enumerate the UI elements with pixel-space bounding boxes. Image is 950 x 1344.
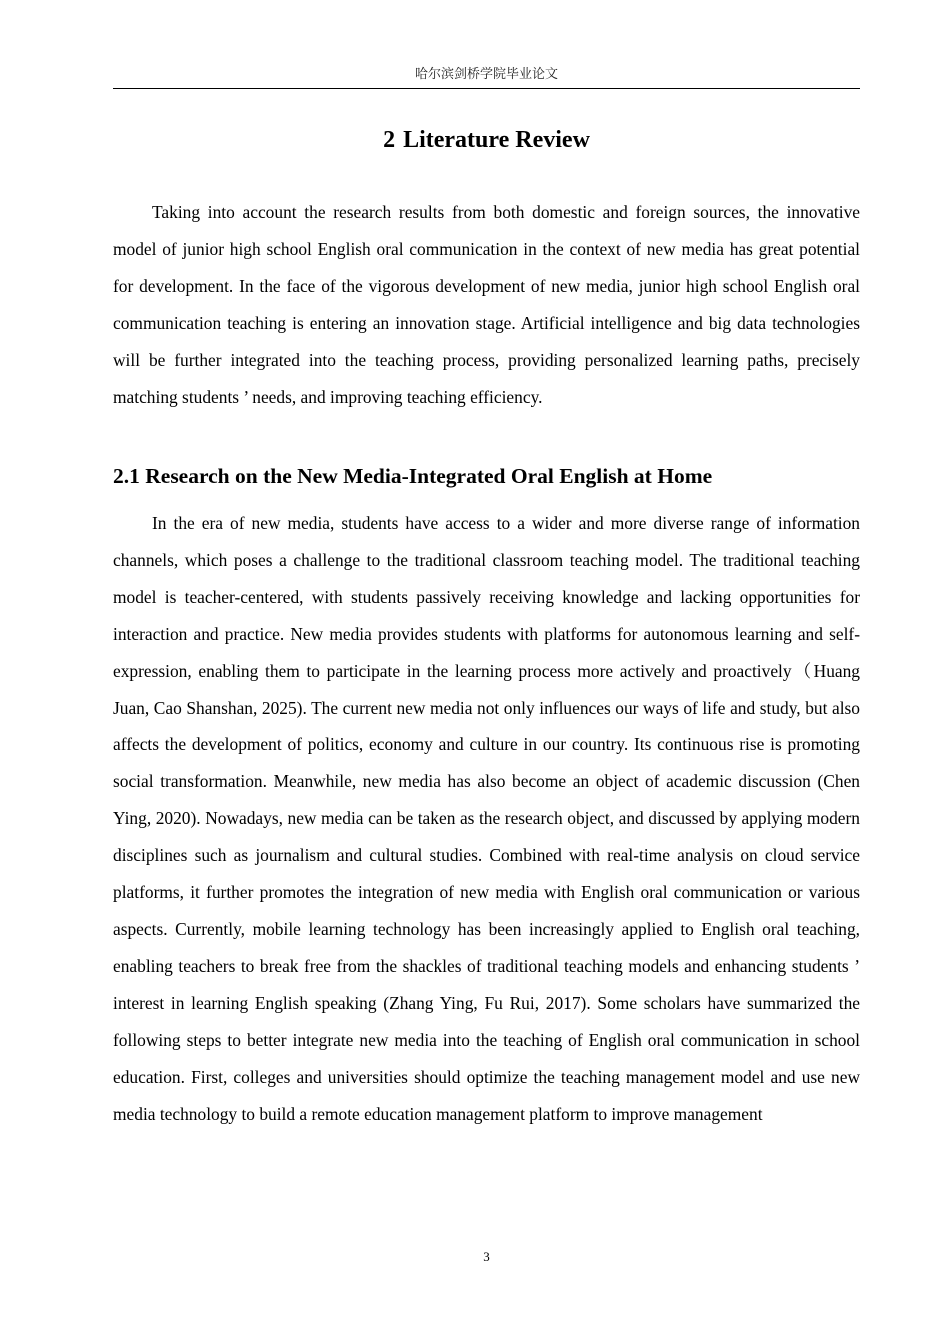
running-header: 哈尔滨剑桥学院毕业论文 — [414, 67, 558, 82]
section-paragraph: In the era of new media, students have access to a wider and more diverse range of information channels, which poses a challenge to the traditional classroom teaching model. The traditional teaching model is teacher-centered, with students passively receiving knowledge and lacking opportunities for interaction and practice. New media provides students with platforms for autonomous learning and self-expression, enabling them to participate in the learning process more actively and proactively（Huang Juan, Cao Shanshan, 2025). The current new media not only influences our ways of life and study, but also affects the development of politics, economy and culture in our country. Its continuous rise is promoting social transformation. Meanwhile, new media has also become an object of academic discussion (Chen Ying, 2020). Nowadays, new media can be taken as the research object, and discussed by applying modern disciplines such as journalism and cultural studies. Combined with real-time analysis on cloud service platforms, it further promotes the integration of new media with English oral communication or various aspects. Currently, mobile learning technology has been increasingly applied to English oral teaching, enabling teachers to break free from the shackles of traditional teaching models and enhancing students ’ interest in learning English speaking (Zhang Ying, Fu Rui, 2017). Some scholars have summarized the following steps to better integrate new media into the teaching of English oral communication in school education. First, colleges and universities should optimize the teaching management model and use new media technology to build a remote education management platform to improve management — [113, 513, 860, 1124]
header-rule — [113, 88, 860, 89]
chapter-title-text: Literature Review — [403, 127, 590, 153]
chapter-number: 2 — [383, 127, 396, 153]
section-heading: 2.1 Research on the New Media-Integrated Oral English at Home — [113, 464, 713, 488]
page-number: 3 — [483, 1249, 490, 1264]
chapter-title — [113, 124, 860, 156]
intro-paragraph: Taking into account the research results from both domestic and foreign sources, the innovative model of junior high school English oral communication in the context of new media has great potential for development. In the face of the vigorous development of new media, junior high school English oral communication teaching is entering an innovation stage. Artificial intelligence and big data technologies will be further integrated into the teaching process, providing personalized learning paths, precisely matching students ’ needs, and improving teaching efficiency. — [113, 202, 860, 407]
